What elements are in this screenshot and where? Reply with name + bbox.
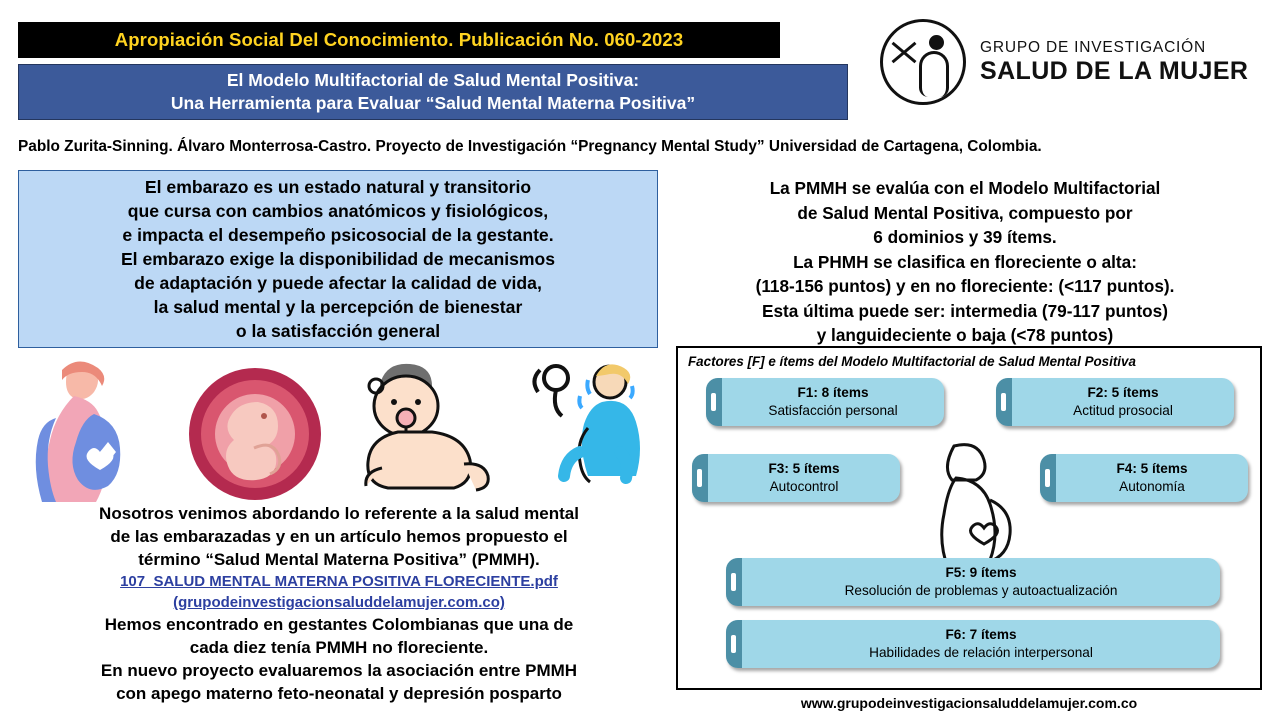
factor-box-f6[interactable] [726, 620, 1220, 668]
factors-panel-title: Factores [F] e ítems del Modelo Multifactorial de Salud Mental Positiva [688, 354, 1136, 369]
baby-illustration-icon [346, 356, 506, 506]
intro-line: Esta última puede ser: intermedia (79-117 puntos) [762, 300, 1168, 321]
logo-line-2: SALUD DE LA MUJER [980, 57, 1249, 85]
paragraph-line: cada diez tenía PMMH no floreciente. [189, 638, 489, 657]
article-pdf-link[interactable]: 107_SALUD MENTAL MATERNA POSITIVA FLORECIENTE.pdf [120, 573, 558, 590]
factor-name: Resolución de problemas y autoactualización [844, 583, 1118, 598]
factor-code: F3: 5 ítems [768, 461, 840, 476]
quote-line: que cursa con cambios anatómicos y fisiológicos, [127, 201, 549, 221]
factor-code: F1: 8 ítems [797, 385, 869, 400]
paragraph-line: Hemos encontrado en gestantes Colombianas que una de [104, 615, 574, 634]
illustration-row [10, 356, 660, 506]
factor-code: F6: 7 ítems [945, 627, 1017, 642]
intro-line: La PMMH se evalúa con el Modelo Multifactorial [769, 178, 1161, 198]
woman-health-logo-icon [880, 19, 966, 105]
factor-accent-bar [996, 378, 1012, 426]
pmmh-evaluation-text [665, 176, 1265, 348]
factor-name: Satisfacción personal [768, 403, 898, 418]
factor-accent-bar [692, 454, 708, 502]
factor-accent-bar [1040, 454, 1056, 502]
factor-accent-bar [726, 620, 742, 668]
factor-name: Autonomía [1119, 479, 1185, 494]
factor-name: Habilidades de relación interpersonal [869, 645, 1093, 660]
paragraph-line: término “Salud Mental Materna Positiva” (PMMH). [138, 550, 540, 569]
factor-code: F5: 9 ítems [945, 565, 1017, 580]
intro-line: de Salud Mental Positiva, compuesto por [797, 202, 1133, 223]
left-bottom-text [14, 502, 664, 705]
factors-panel [676, 346, 1262, 690]
crying-woman-illustration-icon [514, 356, 664, 506]
factor-box-f1[interactable] [706, 378, 944, 426]
site-url[interactable]: www.grupodeinvestigacionsaluddelamujer.com.co [800, 695, 1138, 711]
quote-line: la salud mental y la percepción de bienestar [153, 297, 523, 317]
fetus-illustration-icon [180, 356, 330, 506]
factor-box-f2[interactable] [996, 378, 1234, 426]
factor-accent-bar [726, 558, 742, 606]
publication-banner [18, 22, 780, 58]
quote-line: El embarazo exige la disponibilidad de mecanismos [120, 249, 556, 269]
authors-line: Pablo Zurita-Sinning. Álvaro Monterrosa-Castro. Proyecto de Investigación “Pregnancy Mental Study” Universidad de Cartagena, Colombia. [18, 138, 1042, 155]
factor-box-f3[interactable] [692, 454, 900, 502]
factor-code: F2: 5 ítems [1087, 385, 1159, 400]
factor-accent-bar [706, 378, 722, 426]
intro-line: La PHMH se clasifica en floreciente o alta: [793, 251, 1137, 272]
logo-line-1: GRUPO DE INVESTIGACIÓN [980, 38, 1207, 56]
pregnant-woman-illustration-icon [16, 356, 166, 506]
intro-line: 6 dominios y 39 ítems. [873, 227, 1057, 247]
quote-line: El embarazo es un estado natural y transitorio [144, 177, 532, 197]
factor-name: Autocontrol [769, 479, 839, 494]
research-group-logo [880, 14, 1270, 110]
factor-code: F4: 5 ítems [1116, 461, 1188, 476]
factor-box-f4[interactable] [1040, 454, 1248, 502]
intro-line: y languideciente o baja (<78 puntos) [816, 325, 1114, 345]
logo-text [980, 40, 1248, 85]
intro-line: (118-156 puntos) y en no floreciente: (<117 puntos). [755, 276, 1175, 296]
quote-line: o la satisfacción general [235, 321, 441, 341]
publication-banner-text: Apropiación Social Del Conocimiento. Publicación No. 060-2023 [114, 29, 684, 50]
page-title-line-1: El Modelo Multifactorial de Salud Mental Positiva: [226, 70, 640, 90]
factor-name: Actitud prosocial [1073, 403, 1173, 418]
pregnant-outline-icon [910, 440, 1030, 570]
paragraph-line: Nosotros venimos abordando lo referente a la salud mental [99, 504, 579, 523]
paragraph-line: con apego materno feto-neonatal y depresión posparto [116, 684, 562, 703]
factor-box-f5[interactable] [726, 558, 1220, 606]
quote-line: de adaptación y puede afectar la calidad de vida, [134, 273, 542, 293]
quote-line: e impacta el desempeño psicosocial de la gestante. [122, 225, 554, 245]
page-title-line-2: Una Herramienta para Evaluar “Salud Mental Materna Positiva” [170, 93, 696, 113]
paragraph-line: de las embarazadas y en un artículo hemos propuesto el [110, 527, 568, 546]
page-title [18, 64, 848, 120]
article-site-link[interactable]: (grupodeinvestigacionsaluddelamujer.com.co) [173, 594, 505, 611]
pregnancy-description-box [18, 170, 658, 348]
paragraph-line: En nuevo proyecto evaluaremos la asociación entre PMMH [100, 661, 578, 680]
